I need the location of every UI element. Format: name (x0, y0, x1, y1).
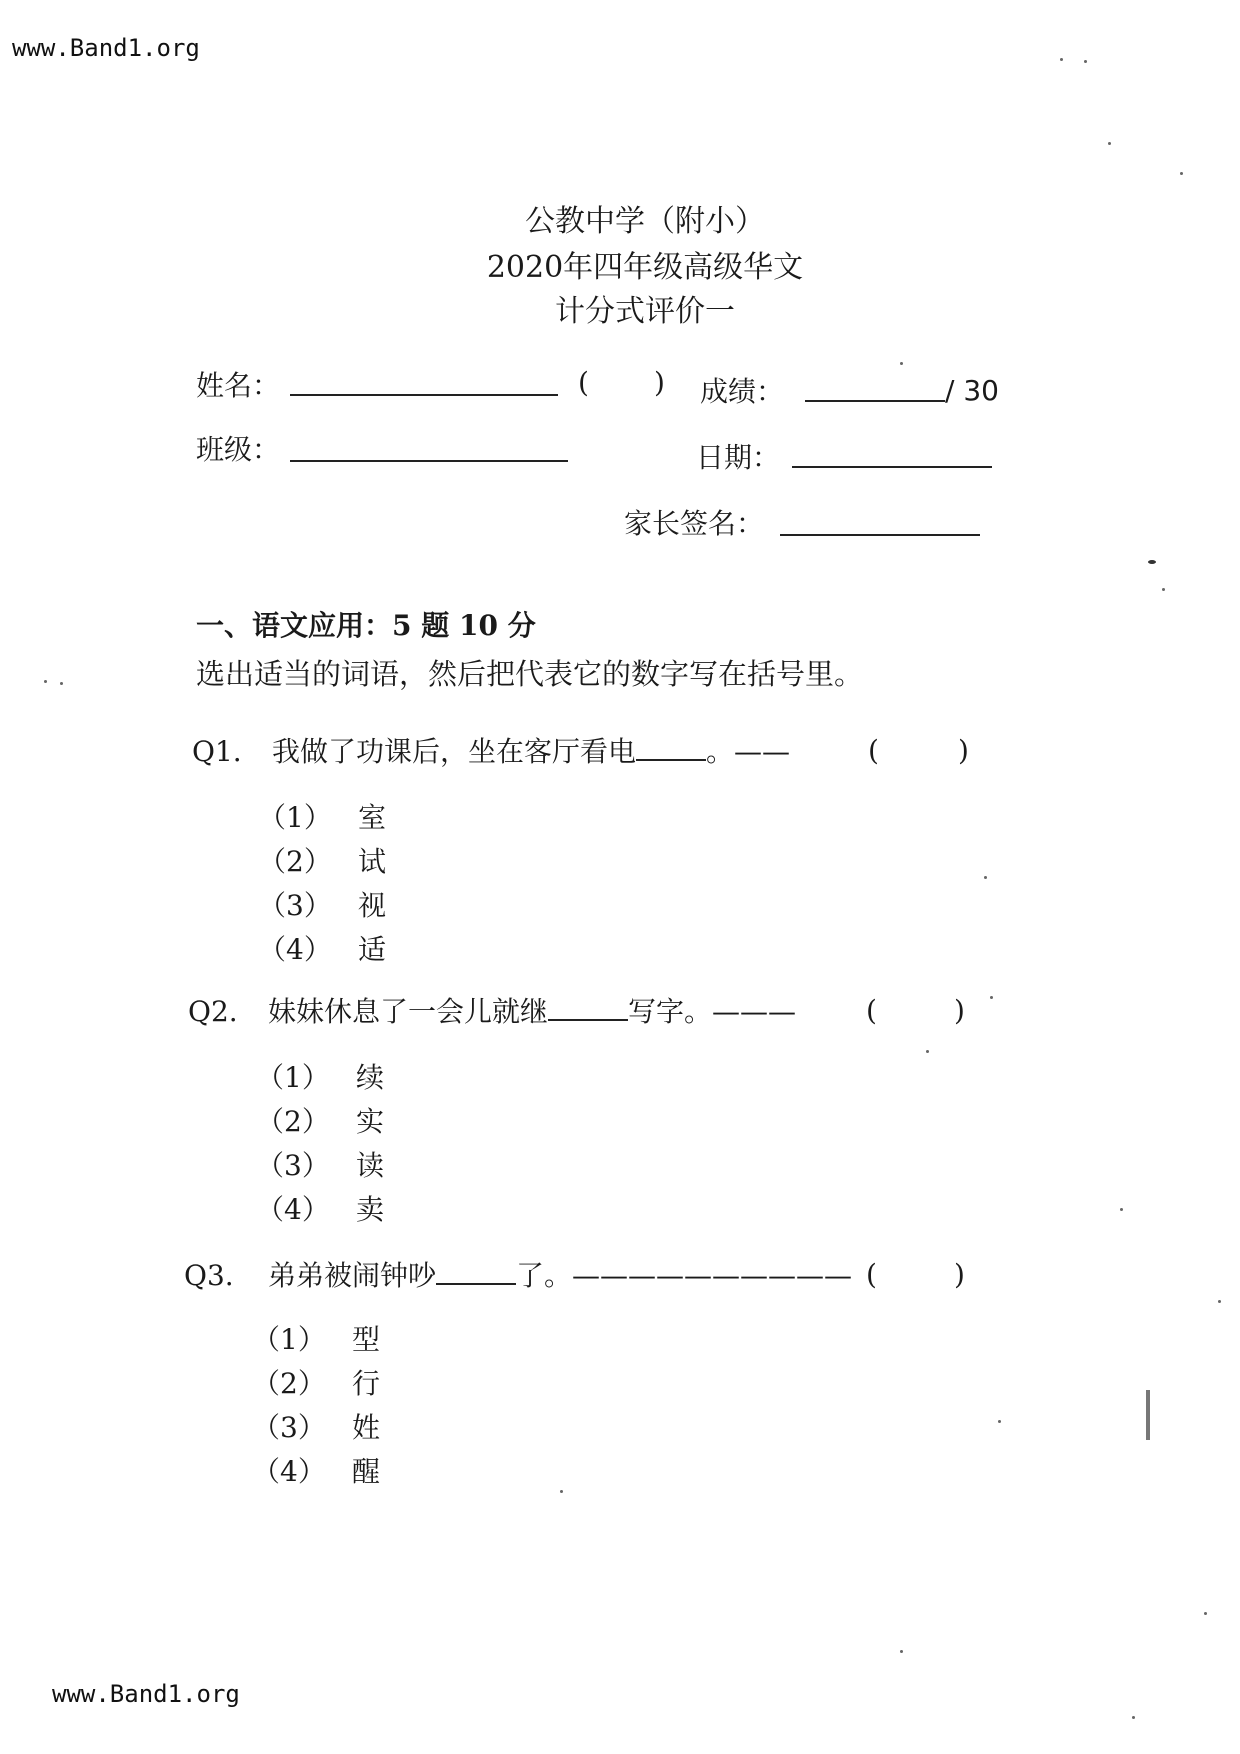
scan-speck (926, 1050, 929, 1053)
option-char: 实 (356, 1105, 385, 1138)
school-title: 公教中学（附小） (525, 204, 765, 239)
option-row (256, 1188, 384, 1228)
option-char: 型 (352, 1323, 381, 1356)
index-paren-close: ) (654, 366, 665, 399)
option-row (252, 1406, 380, 1446)
score-label: 成绩： (700, 375, 785, 408)
option-row (258, 928, 386, 968)
option-row (258, 884, 386, 924)
question-1 (192, 730, 790, 770)
scan-speck (44, 680, 47, 683)
question-2 (188, 990, 796, 1030)
scan-speck (1060, 58, 1063, 61)
question-text: 妹妹休息了一会儿就继 (268, 995, 549, 1028)
question-number: Q1. (192, 735, 242, 768)
watermark-top: www.Band1.org (12, 34, 200, 62)
score-field[interactable] (805, 400, 945, 402)
option-row (256, 1100, 384, 1140)
scan-artifact (1146, 1390, 1150, 1440)
answer-paren-open: ( (866, 1258, 877, 1291)
scan-speck (998, 1420, 1001, 1423)
answer-paren-close: ) (954, 994, 965, 1027)
option-row (256, 1056, 384, 1096)
course-title: 2020年四年级高级华文 (486, 250, 804, 285)
scan-speck (900, 362, 903, 365)
date-field[interactable] (792, 466, 992, 468)
class-field[interactable] (290, 460, 568, 462)
option-char: 续 (356, 1061, 385, 1094)
class-label: 班级： (196, 433, 281, 466)
assessment-title: 计分式评价一 (555, 294, 735, 329)
option-row (252, 1318, 380, 1358)
name-field[interactable] (290, 394, 558, 396)
option-number: （4） (252, 1455, 326, 1488)
scan-speck (60, 682, 63, 685)
parent-signature-label: 家长签名： (624, 507, 765, 540)
scan-speck (1180, 172, 1183, 175)
question-text-end: 。—— (706, 735, 791, 768)
option-number: （2） (252, 1367, 326, 1400)
date-label: 日期： (696, 441, 781, 474)
option-char: 适 (358, 933, 387, 966)
question-text: 我做了功课后，坐在客厅看电 (272, 735, 637, 768)
option-row (258, 796, 386, 836)
answer-paren-close: ) (954, 1258, 965, 1291)
scan-speck (1162, 588, 1165, 591)
scan-speck (1108, 142, 1111, 145)
option-row (258, 840, 386, 880)
scan-speck (1132, 1716, 1135, 1719)
question-text: 弟弟被闹钟吵 (268, 1259, 437, 1292)
option-char: 读 (356, 1149, 385, 1182)
option-number: （4） (258, 933, 332, 966)
question-text-end: 了。—————————— (516, 1259, 853, 1292)
answer-blank[interactable] (636, 758, 706, 761)
question-number: Q2. (188, 995, 238, 1028)
scan-speck (1084, 60, 1087, 63)
index-paren-open: ( (578, 366, 589, 399)
scan-speck (900, 1650, 903, 1653)
name-label: 姓名： (196, 369, 281, 402)
scan-speck (990, 996, 993, 999)
scan-speck (984, 876, 987, 879)
score-total: / 30 (945, 374, 999, 407)
option-char: 视 (358, 889, 387, 922)
option-row (252, 1362, 380, 1402)
scan-speck (1218, 1300, 1221, 1303)
option-number: （3） (256, 1149, 330, 1182)
option-char: 姓 (352, 1411, 381, 1444)
answer-blank[interactable] (548, 1018, 628, 1021)
option-number: （1） (252, 1323, 326, 1356)
section-instruction: 选出适当的词语，然后把代表它的数字写在括号里。 (196, 657, 864, 691)
option-number: （4） (256, 1193, 330, 1226)
answer-blank[interactable] (436, 1282, 516, 1285)
answer-paren-open: ( (866, 994, 877, 1027)
question-3 (184, 1254, 852, 1294)
scan-speck (560, 1490, 563, 1493)
parent-signature-field[interactable] (780, 534, 980, 536)
option-char: 卖 (356, 1193, 385, 1226)
option-row (256, 1144, 384, 1184)
option-char: 试 (358, 845, 387, 878)
question-text-end: 写字。——— (628, 995, 797, 1028)
question-number: Q3. (184, 1259, 234, 1292)
option-char: 醒 (352, 1455, 381, 1488)
option-number: （3） (258, 889, 332, 922)
option-char: 室 (358, 801, 387, 834)
scan-speck (1204, 1612, 1207, 1615)
option-number: （2） (256, 1105, 330, 1138)
answer-paren-close: ) (958, 734, 969, 767)
scan-speck (1148, 560, 1156, 564)
option-number: （1） (256, 1061, 330, 1094)
answer-paren-open: ( (868, 734, 879, 767)
option-row (252, 1450, 380, 1490)
section-title: 一、语文应用：5 题 10 分 (196, 609, 536, 642)
watermark-bottom: www.Band1.org (52, 1680, 240, 1708)
scan-speck (1120, 1208, 1123, 1211)
option-number: （3） (252, 1411, 326, 1444)
answer-box[interactable] (885, 766, 953, 768)
option-number: （2） (258, 845, 332, 878)
option-char: 行 (352, 1367, 381, 1400)
option-number: （1） (258, 801, 332, 834)
